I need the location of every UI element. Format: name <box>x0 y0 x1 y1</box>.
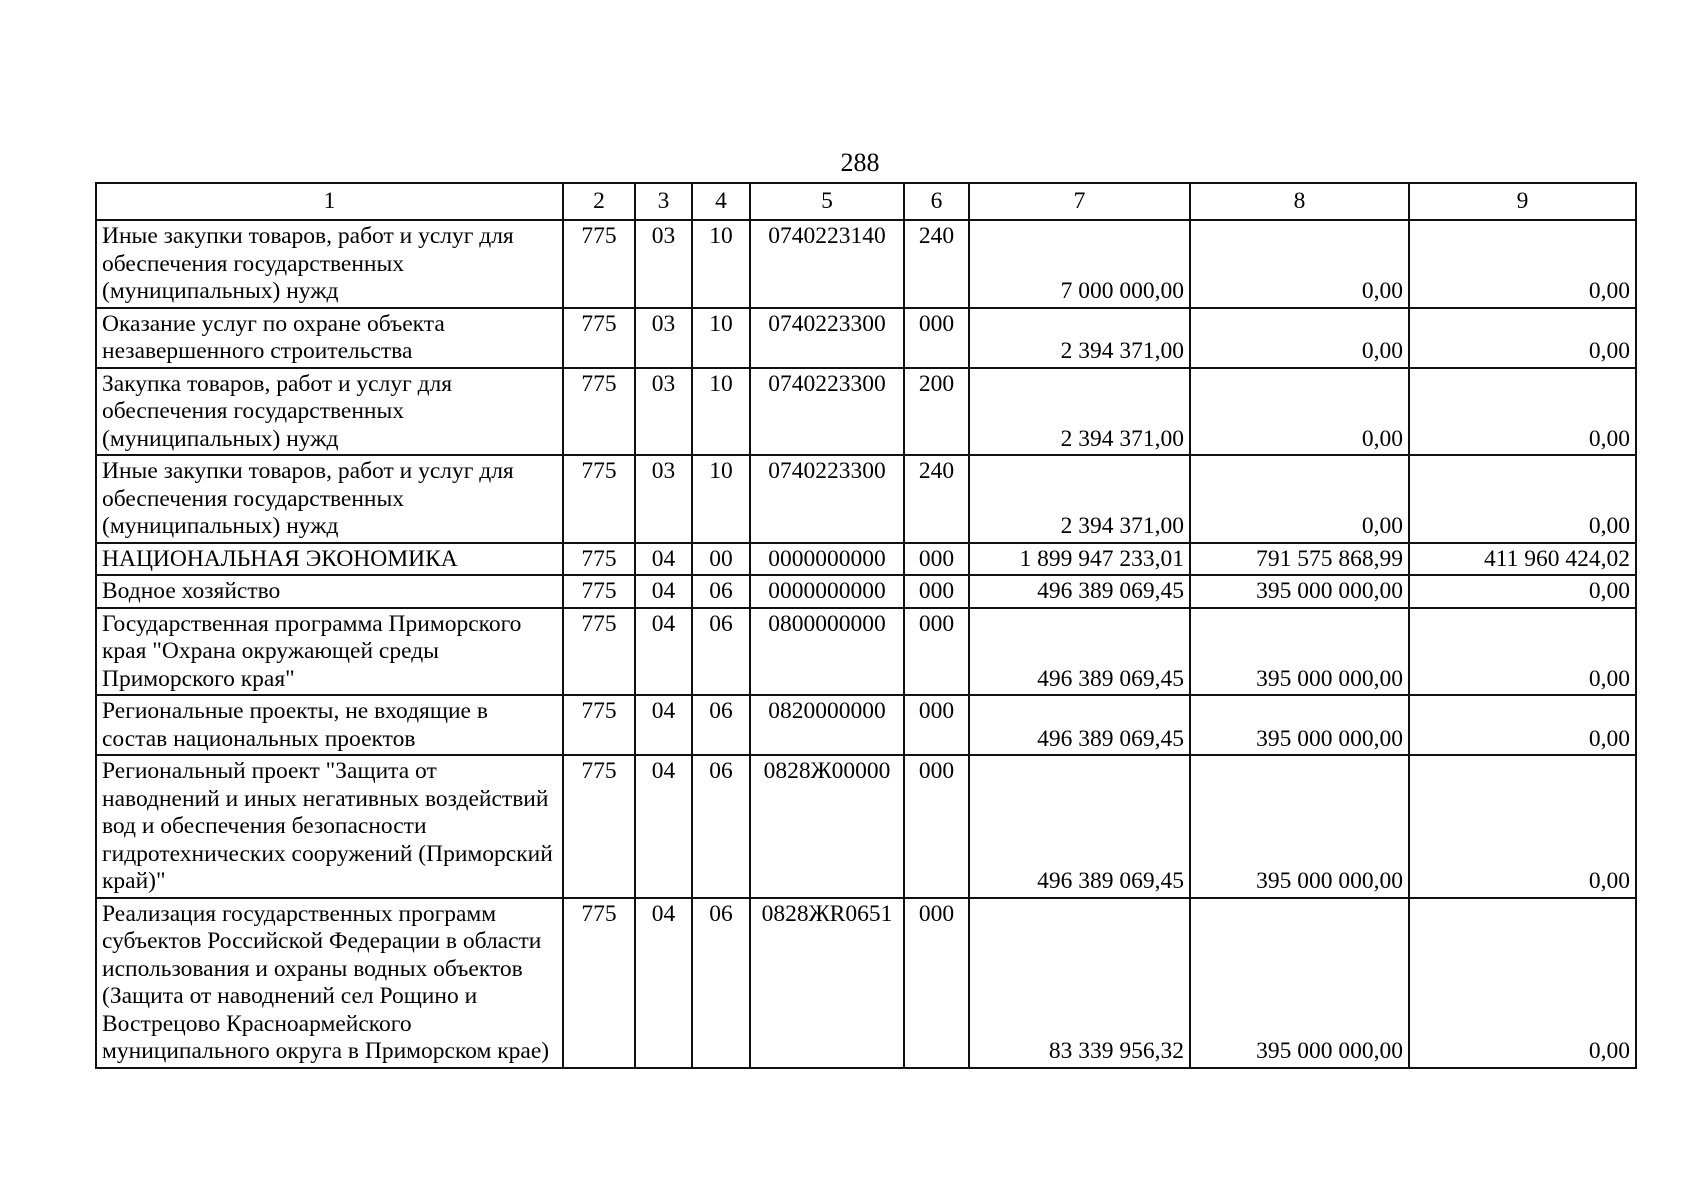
code-cell: 0740223300 <box>750 455 904 543</box>
amount-cell: 7 000 000,00 <box>969 220 1190 308</box>
code-cell: 03 <box>635 368 692 456</box>
header-cell: 9 <box>1409 183 1636 220</box>
table-row <box>96 543 1636 576</box>
code-cell: 775 <box>563 368 635 456</box>
amount-cell: 0,00 <box>1409 220 1636 308</box>
code-cell: 000 <box>904 575 969 608</box>
code-cell: 04 <box>635 695 692 755</box>
table-row <box>96 455 1636 543</box>
amount-cell: 496 389 069,45 <box>969 755 1190 898</box>
amount-cell: 496 389 069,45 <box>969 608 1190 696</box>
code-cell: 03 <box>635 455 692 543</box>
code-cell: 03 <box>635 308 692 368</box>
header-cell: 3 <box>635 183 692 220</box>
code-cell: 0740223300 <box>750 368 904 456</box>
amount-cell: 395 000 000,00 <box>1190 755 1409 898</box>
amount-cell: 2 394 371,00 <box>969 455 1190 543</box>
header-cell: 4 <box>692 183 750 220</box>
row-name-cell: Иные закупки товаров, работ и услуг для обеспечения государственных (муниципальных) нужд <box>96 455 563 543</box>
code-cell: 775 <box>563 755 635 898</box>
header-cell: 7 <box>969 183 1190 220</box>
row-name-cell: Закупка товаров, работ и услуг для обеспечения государственных (муниципальных) нужд <box>96 368 563 456</box>
row-name-cell: Реализация государственных программ субъектов Российской Федерации в области использования и охраны водных объектов (Защита от наводнений сел Рощино и Вострецово Красноармейского муниципального округа в Приморском крае) <box>96 898 563 1068</box>
amount-cell: 411 960 424,02 <box>1409 543 1636 576</box>
amount-cell: 0,00 <box>1409 695 1636 755</box>
amount-cell: 395 000 000,00 <box>1190 575 1409 608</box>
code-cell: 0740223140 <box>750 220 904 308</box>
code-cell: 000 <box>904 308 969 368</box>
code-cell: 10 <box>692 308 750 368</box>
code-cell: 000 <box>904 898 969 1068</box>
code-cell: 775 <box>563 455 635 543</box>
code-cell: 0828ЖR0651 <box>750 898 904 1068</box>
code-cell: 04 <box>635 543 692 576</box>
code-cell: 04 <box>635 575 692 608</box>
code-cell: 10 <box>692 368 750 456</box>
code-cell: 0820000000 <box>750 695 904 755</box>
table-row <box>96 308 1636 368</box>
amount-cell: 0,00 <box>1190 308 1409 368</box>
amount-cell: 0,00 <box>1409 575 1636 608</box>
amount-cell: 496 389 069,45 <box>969 695 1190 755</box>
amount-cell: 0,00 <box>1409 308 1636 368</box>
code-cell: 200 <box>904 368 969 456</box>
code-cell: 000 <box>904 695 969 755</box>
row-name-cell: Региональные проекты, не входящие в состав национальных проектов <box>96 695 563 755</box>
code-cell: 775 <box>563 575 635 608</box>
amount-cell: 791 575 868,99 <box>1190 543 1409 576</box>
amount-cell: 0,00 <box>1409 898 1636 1068</box>
code-cell: 000 <box>904 755 969 898</box>
row-name-cell: Государственная программа Приморского края "Охрана окружающей среды Приморского края" <box>96 608 563 696</box>
amount-cell: 0,00 <box>1409 368 1636 456</box>
row-name-cell: Иные закупки товаров, работ и услуг для обеспечения государственных (муниципальных) нужд <box>96 220 563 308</box>
code-cell: 775 <box>563 543 635 576</box>
amount-cell: 0,00 <box>1409 455 1636 543</box>
amount-cell: 496 389 069,45 <box>969 575 1190 608</box>
row-name-cell: Водное хозяйство <box>96 575 563 608</box>
code-cell: 04 <box>635 608 692 696</box>
code-cell: 03 <box>635 220 692 308</box>
code-cell: 000 <box>904 608 969 696</box>
table-row <box>96 695 1636 755</box>
page-number: 288 <box>840 148 880 177</box>
code-cell: 0828Ж00000 <box>750 755 904 898</box>
code-cell: 06 <box>692 898 750 1068</box>
code-cell: 06 <box>692 608 750 696</box>
code-cell: 04 <box>635 755 692 898</box>
amount-cell: 395 000 000,00 <box>1190 695 1409 755</box>
row-name-cell: НАЦИОНАЛЬНАЯ ЭКОНОМИКА <box>96 543 563 576</box>
table-row <box>96 608 1636 696</box>
budget-table <box>95 182 1637 1069</box>
code-cell: 10 <box>692 455 750 543</box>
code-cell: 240 <box>904 220 969 308</box>
header-cell: 2 <box>563 183 635 220</box>
code-cell: 240 <box>904 455 969 543</box>
table-row <box>96 898 1636 1068</box>
header-row <box>96 183 1636 220</box>
code-cell: 775 <box>563 220 635 308</box>
code-cell: 000 <box>904 543 969 576</box>
amount-cell: 2 394 371,00 <box>969 308 1190 368</box>
amount-cell: 2 394 371,00 <box>969 368 1190 456</box>
amount-cell: 83 339 956,32 <box>969 898 1190 1068</box>
code-cell: 04 <box>635 898 692 1068</box>
header-cell: 5 <box>750 183 904 220</box>
amount-cell: 0,00 <box>1409 608 1636 696</box>
code-cell: 775 <box>563 608 635 696</box>
amount-cell: 0,00 <box>1190 455 1409 543</box>
code-cell: 0740223300 <box>750 308 904 368</box>
header-cell: 1 <box>96 183 563 220</box>
code-cell: 06 <box>692 695 750 755</box>
header-cell: 6 <box>904 183 969 220</box>
header-cell: 8 <box>1190 183 1409 220</box>
amount-cell: 0,00 <box>1190 368 1409 456</box>
amount-cell: 0,00 <box>1190 220 1409 308</box>
amount-cell: 1 899 947 233,01 <box>969 543 1190 576</box>
code-cell: 0800000000 <box>750 608 904 696</box>
amount-cell: 395 000 000,00 <box>1190 608 1409 696</box>
code-cell: 775 <box>563 898 635 1068</box>
row-name-cell: Региональный проект "Защита от наводнений и иных негативных воздействий вод и обеспечения безопасности гидротехнических сооружений (Приморский край)" <box>96 755 563 898</box>
table-row <box>96 755 1636 898</box>
code-cell: 10 <box>692 220 750 308</box>
code-cell: 06 <box>692 755 750 898</box>
code-cell: 775 <box>563 695 635 755</box>
table-row <box>96 368 1636 456</box>
code-cell: 00 <box>692 543 750 576</box>
amount-cell: 0,00 <box>1409 755 1636 898</box>
table-row <box>96 220 1636 308</box>
code-cell: 0000000000 <box>750 575 904 608</box>
code-cell: 0000000000 <box>750 543 904 576</box>
row-name-cell: Оказание услуг по охране объекта незавершенного строительства <box>96 308 563 368</box>
amount-cell: 395 000 000,00 <box>1190 898 1409 1068</box>
code-cell: 06 <box>692 575 750 608</box>
code-cell: 775 <box>563 308 635 368</box>
table-row <box>96 575 1636 608</box>
